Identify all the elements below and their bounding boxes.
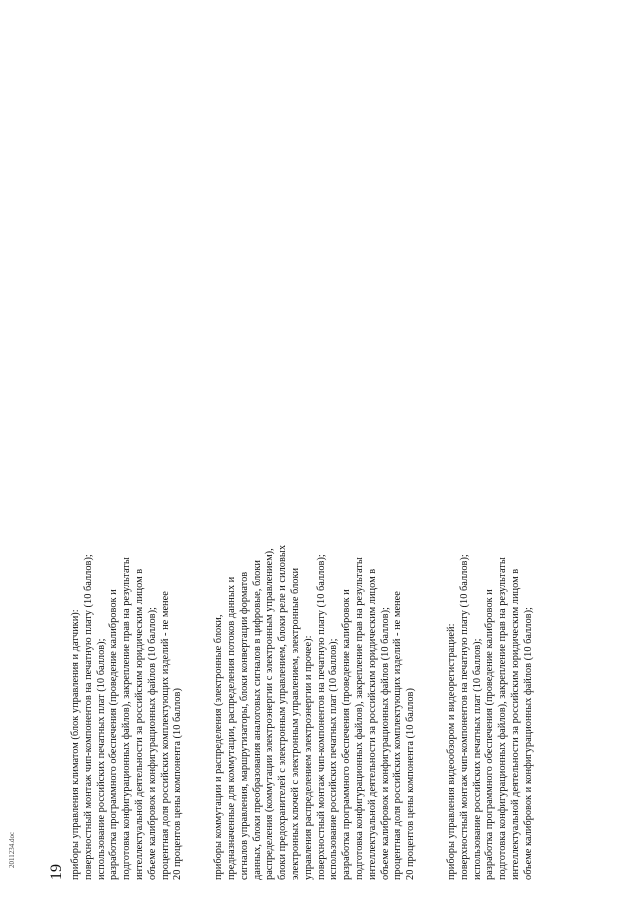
text-line: блоки предохранителей с электронным управлением, блоки реле и силовых [277,544,289,880]
text-line: использование российских печатных плат (10 баллов); [328,638,340,880]
text-line: поверхностный монтаж чип-компонентов на печатную плату (10 баллов); [458,554,470,880]
text-line: сигналов управления, маршрутизаторы, блоки конвертации форматов [238,571,250,880]
rotated-page-content [48,60,536,880]
text-line: электронных ключей с электронным управлением, электронные блоки [289,567,301,880]
text-line: разработка программного обеспечения (проведение калибровок и [341,589,353,880]
text-line: подготовка конфигурационных файлов), закрепление прав на результаты [353,557,365,880]
text-line: разработка программного обеспечения (проведение калибровок и [484,589,496,880]
text-line: процентная доля российских комплектующих изделий - не менее [159,591,171,880]
text-line: объеме калибровок и конфигурационных файлов (10 баллов); [146,607,158,880]
text-line: поверхностный монтаж чип-компонентов на печатную плату (10 баллов); [82,554,94,880]
section-switching-distribution [213,60,418,880]
text-line: объеме калибровок и конфигурационных файлов (10 баллов); [522,607,534,880]
text-line: разработка программного обеспечения (проведение калибровок и [108,589,120,880]
text-line: подготовка конфигурационных файлов), закрепление прав на результаты [497,557,509,880]
text-line: приборы коммутации и распределения (электронные блоки, [213,614,225,880]
text-line: распределения (коммутации электроэнергии с электронным управлением), [264,548,276,880]
text-line: предназначенные для коммутации, распределения потоков данных и [225,576,237,880]
page-number: 19 [48,864,65,880]
text-line: процентная доля российских комплектующих изделий - не менее [392,591,404,880]
text-line: интеллектуальной деятельности за российским юридическим лицом в [133,568,145,880]
text-line: 20 процентов цены компонента (10 баллов) [405,688,417,880]
text-line: интеллектуальной деятельности за российским юридическим лицом в [366,568,378,880]
text-line: подготовка конфигурационных файлов), закрепление прав на результаты [121,557,133,880]
text-line: интеллектуальной деятельности за российским юридическим лицом в [509,568,521,880]
text-line: данных, блоки преобразования аналоговых сигналов в цифровые, блоки [251,560,263,880]
text-line: поверхностный монтаж чип-компонентов на печатную плату (10 баллов); [315,554,327,880]
text-line: 20 процентов цены компонента (10 баллов) [172,688,184,880]
text-line: использование российских печатных плат (10 баллов); [471,638,483,880]
text-line: приборы управления климатом (блок управления и датчики): [70,609,81,880]
section-climate-control [70,60,185,880]
text-line: объеме калибровок и конфигурационных файлов (10 баллов); [379,607,391,880]
text-line: использование российских печатных плат (10 баллов); [95,638,107,880]
document-filename: 2011234.doc [8,831,16,868]
text-line: приборы управления видеообзором и видеорегистрацией: [445,623,457,880]
text-line: управления распределением электроэнергии и прочее): [302,635,314,880]
section-video-surveillance [446,60,536,880]
